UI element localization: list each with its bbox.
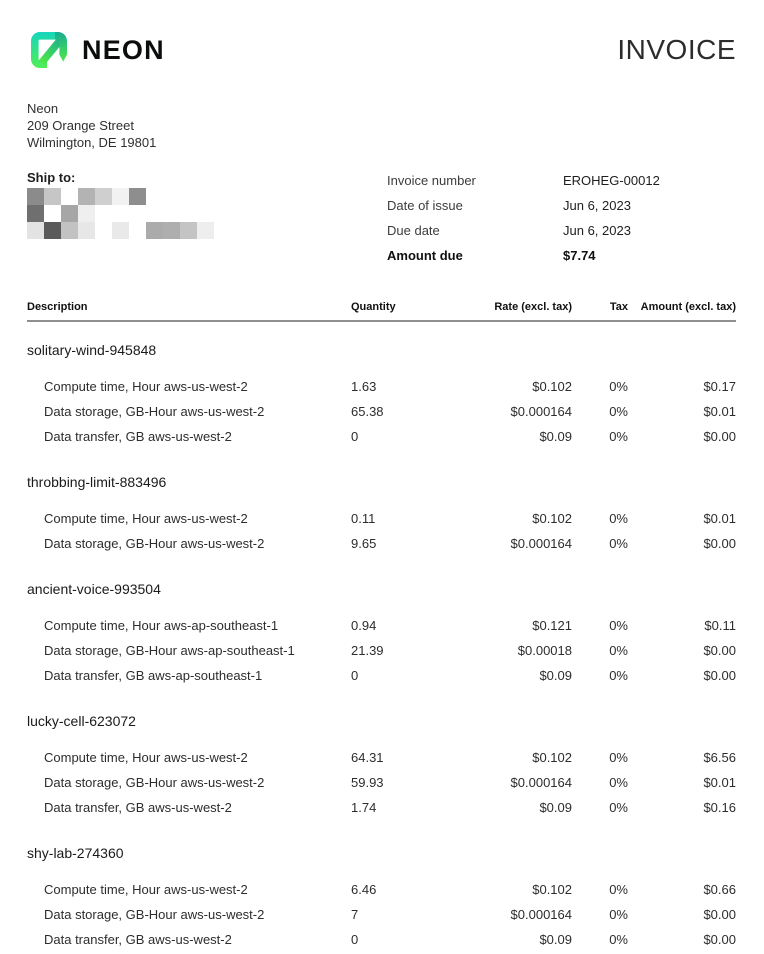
line-item-quantity: 65.38 [351, 404, 384, 419]
line-item-tax: 0% [609, 750, 628, 765]
line-item-description: Compute time, Hour aws-us-west-2 [44, 511, 248, 526]
mosaic-cell [61, 188, 78, 205]
mosaic-cell [44, 205, 61, 222]
line-item-description: Data storage, GB-Hour aws-us-west-2 [44, 404, 265, 419]
company-address-line1: 209 Orange Street [27, 118, 134, 133]
line-item-tax: 0% [609, 618, 628, 633]
project-group [27, 713, 736, 825]
invoice-meta-label: Date of issue [387, 198, 463, 213]
line-item-row [27, 775, 736, 800]
line-item-tax: 0% [609, 536, 628, 551]
line-item-row [27, 618, 736, 643]
line-item-quantity: 0 [351, 932, 359, 947]
mosaic-row [27, 188, 387, 205]
mosaic-cell [95, 188, 112, 205]
invoice-meta-block [387, 170, 736, 273]
ship-and-meta-section [27, 170, 736, 273]
line-item-description: Data transfer, GB aws-us-west-2 [44, 932, 232, 947]
column-header-quantity: Quantity [351, 301, 396, 313]
mosaic-cell [197, 222, 214, 239]
line-item-tax: 0% [609, 775, 628, 790]
column-header-rate: Rate (excl. tax) [494, 301, 572, 313]
ship-to-block [27, 170, 387, 273]
column-header-amount: Amount (excl. tax) [640, 301, 736, 313]
line-item-rate: $0.09 [539, 668, 572, 683]
line-item-rate: $0.09 [539, 932, 572, 947]
company-address-line2: Wilmington, DE 19801 [27, 135, 157, 150]
line-item-row [27, 643, 736, 668]
line-item-row [27, 429, 736, 454]
redacted-address-mosaic [27, 188, 387, 239]
invoice-meta-label: Due date [387, 223, 440, 238]
mosaic-row [27, 205, 387, 222]
line-item-amount: $0.01 [703, 511, 736, 526]
line-item-description: Data storage, GB-Hour aws-ap-southeast-1 [44, 643, 295, 658]
line-item-tax: 0% [609, 511, 628, 526]
line-item-rate: $0.000164 [510, 404, 572, 419]
line-item-description: Compute time, Hour aws-ap-southeast-1 [44, 618, 279, 633]
line-item-row [27, 932, 736, 954]
line-item-tax: 0% [609, 907, 628, 922]
mosaic-cell [146, 222, 163, 239]
line-item-row [27, 800, 736, 825]
invoice-meta-value: Jun 6, 2023 [563, 223, 631, 238]
line-item-quantity: 1.63 [351, 379, 377, 394]
invoice-meta-label: Amount due [387, 248, 463, 263]
project-group-title: shy-lab-274360 [27, 845, 124, 861]
invoice-meta-row [387, 248, 736, 273]
invoice-meta-value: Jun 6, 2023 [563, 198, 631, 213]
line-item-amount: $0.66 [703, 882, 736, 897]
line-item-amount: $0.00 [703, 932, 736, 947]
line-item-rate: $0.102 [532, 379, 572, 394]
line-item-amount: $0.00 [703, 668, 736, 683]
project-group-rows [27, 511, 736, 561]
line-item-rate: $0.000164 [510, 775, 572, 790]
line-item-description: Data transfer, GB aws-us-west-2 [44, 800, 232, 815]
line-item-tax: 0% [609, 379, 628, 394]
line-item-row [27, 404, 736, 429]
invoice-meta-row [387, 173, 736, 198]
line-item-rate: $0.102 [532, 882, 572, 897]
project-group-rows [27, 750, 736, 825]
invoice-meta-row [387, 223, 736, 248]
mosaic-cell [44, 222, 61, 239]
line-item-quantity: 0 [351, 429, 359, 444]
line-item-amount: $0.00 [703, 907, 736, 922]
line-item-description: Compute time, Hour aws-us-west-2 [44, 882, 248, 897]
line-items-table [27, 301, 736, 954]
line-item-quantity: 1.74 [351, 800, 377, 815]
mosaic-cell [78, 188, 95, 205]
line-item-description: Data transfer, GB aws-ap-southeast-1 [44, 668, 263, 683]
line-item-description: Compute time, Hour aws-us-west-2 [44, 379, 248, 394]
neon-wordmark: NEON [82, 34, 165, 65]
mosaic-cell [27, 205, 44, 222]
line-item-rate: $0.102 [532, 511, 572, 526]
line-item-row [27, 750, 736, 775]
mosaic-cell [27, 188, 44, 205]
line-item-amount: $0.01 [703, 775, 736, 790]
line-item-description: Data storage, GB-Hour aws-us-west-2 [44, 907, 265, 922]
column-header-tax: Tax [609, 301, 628, 313]
line-item-tax: 0% [609, 404, 628, 419]
line-item-rate: $0.102 [532, 750, 572, 765]
mosaic-cell [112, 222, 129, 239]
line-item-row [27, 536, 736, 561]
invoice-meta-label: Invoice number [387, 173, 476, 188]
line-item-quantity: 0 [351, 668, 359, 683]
page-header [27, 28, 736, 72]
line-item-rate: $0.121 [532, 618, 572, 633]
line-item-rate: $0.000164 [510, 907, 572, 922]
line-item-rate: $0.00018 [517, 643, 572, 658]
line-item-quantity: 59.93 [351, 775, 384, 790]
mosaic-cell [78, 222, 95, 239]
line-item-amount: $0.00 [703, 429, 736, 444]
mosaic-cell [129, 222, 146, 239]
project-group-rows [27, 618, 736, 693]
mosaic-cell [163, 222, 180, 239]
line-item-amount: $6.56 [703, 750, 736, 765]
line-item-row [27, 882, 736, 907]
company-name: Neon [27, 101, 59, 116]
project-group-rows [27, 882, 736, 954]
project-group-title: throbbing-limit-883496 [27, 474, 167, 490]
company-address-block [27, 100, 736, 151]
line-item-tax: 0% [609, 800, 628, 815]
project-group-title: ancient-voice-993504 [27, 581, 161, 597]
line-item-row [27, 379, 736, 404]
line-item-description: Data transfer, GB aws-us-west-2 [44, 429, 232, 444]
mosaic-cell [61, 205, 78, 222]
line-item-amount: $0.00 [703, 643, 736, 658]
line-item-quantity: 0.11 [351, 511, 376, 526]
table-body [27, 342, 736, 954]
line-item-tax: 0% [609, 882, 628, 897]
line-item-quantity: 0.94 [351, 618, 377, 633]
mosaic-cell [78, 205, 95, 222]
line-item-rate: $0.000164 [510, 536, 572, 551]
project-group-title: lucky-cell-623072 [27, 713, 136, 729]
line-item-description: Data storage, GB-Hour aws-us-west-2 [44, 775, 265, 790]
line-item-amount: $0.01 [703, 404, 736, 419]
line-item-rate: $0.09 [539, 800, 572, 815]
invoice-title: INVOICE [617, 34, 736, 65]
line-item-description: Data storage, GB-Hour aws-us-west-2 [44, 536, 265, 551]
line-item-tax: 0% [609, 932, 628, 947]
ship-to-label: Ship to: [27, 170, 76, 185]
line-item-description: Compute time, Hour aws-us-west-2 [44, 750, 248, 765]
neon-logo-icon [27, 28, 71, 72]
project-group [27, 342, 736, 454]
mosaic-cell [95, 222, 112, 239]
line-item-quantity: 21.39 [351, 643, 384, 658]
line-item-amount: $0.11 [704, 618, 736, 633]
mosaic-cell [180, 222, 197, 239]
line-item-tax: 0% [609, 429, 628, 444]
project-group [27, 474, 736, 561]
invoice-meta-value: $7.74 [563, 248, 596, 263]
line-item-amount: $0.16 [703, 800, 736, 815]
line-item-amount: $0.17 [703, 379, 736, 394]
invoice-meta-row [387, 198, 736, 223]
line-item-tax: 0% [609, 668, 628, 683]
table-header-row [27, 301, 736, 322]
mosaic-cell [129, 188, 146, 205]
neon-logo-lockup [27, 28, 165, 72]
line-item-quantity: 7 [351, 907, 359, 922]
mosaic-cell [27, 222, 44, 239]
project-group [27, 581, 736, 693]
line-item-row [27, 511, 736, 536]
line-item-amount: $0.00 [703, 536, 736, 551]
line-item-quantity: 9.65 [351, 536, 377, 551]
line-item-rate: $0.09 [539, 429, 572, 444]
mosaic-cell [61, 222, 78, 239]
mosaic-row [27, 222, 387, 239]
column-header-description: Description [27, 301, 88, 313]
line-item-tax: 0% [609, 643, 628, 658]
line-item-quantity: 64.31 [351, 750, 384, 765]
project-group-rows [27, 379, 736, 454]
line-item-row [27, 907, 736, 932]
project-group-title: solitary-wind-945848 [27, 342, 157, 358]
line-item-quantity: 6.46 [351, 882, 377, 897]
project-group [27, 845, 736, 954]
line-item-row [27, 668, 736, 693]
mosaic-cell [44, 188, 61, 205]
invoice-meta-value: EROHEG-00012 [563, 173, 660, 188]
mosaic-cell [112, 188, 129, 205]
